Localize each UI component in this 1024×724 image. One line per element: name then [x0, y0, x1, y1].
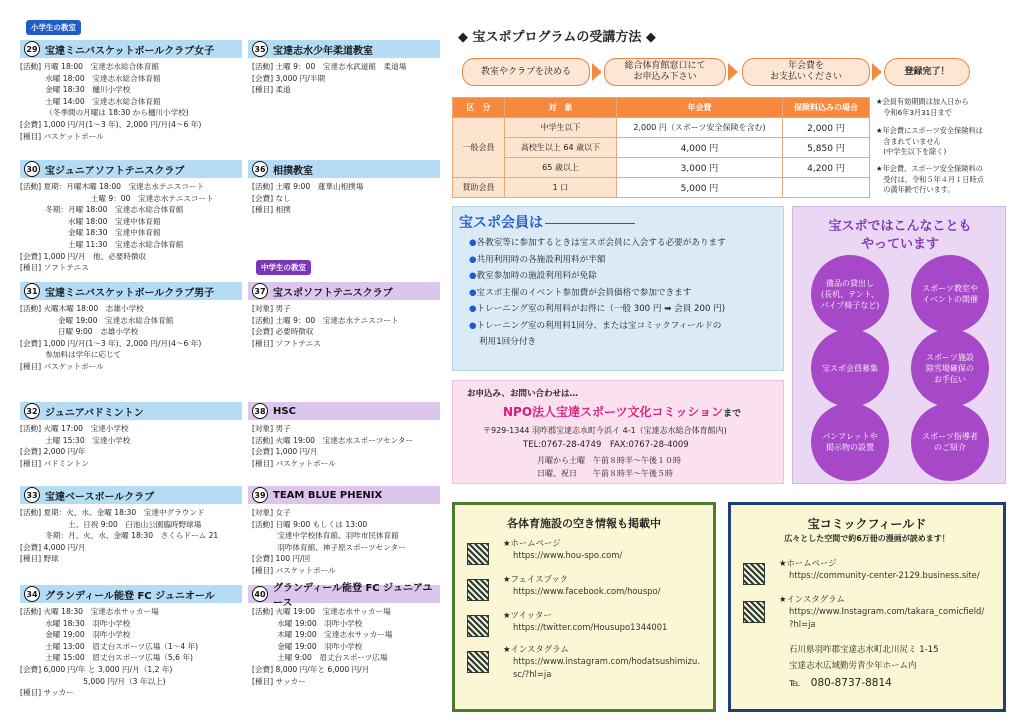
contact-hours-weekday: 月曜から土曜 午前８時半～午後１０時	[537, 456, 681, 465]
also-title-1: 宝スポではこんなことも	[828, 219, 972, 234]
fee-group-support: 賛助会員	[453, 178, 505, 198]
links-box	[452, 502, 716, 712]
fee-table	[452, 97, 870, 198]
link-homepage[interactable]: https://www.hou-spo.com/	[513, 550, 623, 560]
program-title: ◆ 宝スポプログラムの受講方法 ◆	[458, 30, 656, 45]
fee-header-insurance: 保険料込みの場合	[783, 98, 870, 118]
club-29-title: 宝達ミニバスケットボールクラブ女子	[45, 45, 215, 57]
club-39-title: TEAM BLUE PHENIX	[273, 489, 383, 501]
comic-subtitle: 広々とした空間で約6万冊の漫画が読めます！	[784, 534, 950, 543]
service-events: スポーツ教室や イベントの開催	[911, 255, 989, 333]
fee-value: 5,000 円	[617, 178, 783, 198]
link-facebook-label: ★フェイスブック	[503, 574, 569, 584]
fee-value: 3,000 円	[617, 158, 783, 178]
fee-header-group: 区 分	[453, 98, 505, 118]
contact-hours-holiday: 日曜、祝日 午前８時半～午後５時	[537, 469, 673, 478]
link-homepage-label: ★ホームページ	[503, 538, 561, 548]
contact-suffix: まで	[723, 409, 742, 419]
member-title: 宝スポ会員は	[459, 215, 543, 231]
fee-target: 65 歳以上	[505, 158, 617, 178]
link-instagram-label: ★インスタグラム	[503, 644, 569, 654]
qr-code-icon	[467, 579, 489, 601]
club-39-body: [対象] 女子 [活動] 日曜 9:00 もしくは 13:00 宝達中学校体育館、羽咋市民体育館 羽咋体育館、神子原スポーツセンター [会費] 100 円/回 [種目] バスケットボール	[252, 508, 406, 575]
member-item: ●宝スポ主催のイベント参加費が会員価格で参加できます	[469, 287, 692, 298]
comic-phone: ℡ 080-8737-8814	[789, 677, 892, 689]
club-31-body: [活動] 火曜木曜 18:00 志雄小学校 金曜 19:00 宝達志水総合体育館 日曜 9:00 志雄小学校 [会費] 1,000 円/月(1～3 年)、2,000 円/月(4～6 年) 参加料は学年に応じて [種目] バスケットボール	[20, 304, 202, 371]
club-40-title: グランディール能登 FC ジュニアユース	[273, 583, 433, 609]
step-arrow-icon	[592, 63, 602, 81]
qr-code-icon	[467, 651, 489, 673]
club-36-title: 相撲教室	[273, 165, 313, 177]
link-instagram-cont[interactable]: sc/?hl=ja	[513, 669, 552, 679]
step-arrow-icon	[872, 63, 882, 81]
club-34-title: グランディール能登 FC ジュニオール	[45, 590, 215, 602]
club-35-title: 宝達志水少年柔道教室	[273, 45, 373, 57]
link-facebook[interactable]: https://www.facebook.com/houspo/	[513, 586, 661, 596]
note-validity: ★会員有効期間は加入日から 令和6年3月31日まで	[876, 97, 969, 117]
step-pay: 年会費を お支払いください	[742, 58, 870, 86]
elementary-tag: 小学生の教室	[26, 20, 81, 35]
fee-insurance: 5,850 円	[783, 138, 870, 158]
club-36-body: [活動] 土曜 9:00 蓮華山相撲場 [会費] なし [種目] 相撲	[252, 182, 364, 215]
club-31-header: 31 宝達ミニバスケットボールクラブ男子	[20, 282, 242, 300]
club-37-body: [対象] 男子 [活動] 土曜 9：00 宝達志水テニスコート [会費] 必要時徴収 [種目] ソフトテニス	[252, 304, 399, 348]
club-37-header: 37 宝スポソフトテニスクラブ	[248, 282, 440, 300]
note-insurance: ★年会費にスポーツ安全保険料は 含まれていません (中学生以下を除く)	[876, 126, 983, 156]
step-choose: 教室やクラブを決める	[462, 58, 590, 86]
note-age: ★年会費、スポーツ安全保険料の 受付は、令和５年４月１日時点 の満年齢で行います。	[876, 164, 984, 194]
club-40-header: 40 グランディール能登 FC ジュニアユース	[248, 585, 440, 603]
fee-group-general: 一般会員	[453, 118, 505, 178]
comic-address: 石川県羽咋郡宝達志水町北川尻ミ 1-15	[789, 645, 939, 655]
fee-value: 4,000 円	[617, 138, 783, 158]
club-38-title: HSC	[273, 405, 296, 417]
comic-place: 宝達志水広域勤労青少年ホーム内	[789, 661, 917, 671]
fee-target: 中学生以下	[505, 118, 617, 138]
step-apply: 総合体育館窓口にて お申込み下さい	[604, 58, 726, 86]
member-item: ●トレーニング室の利用料がお得に（一般 300 円 ➡ 会員 200 円)	[469, 304, 726, 314]
contact-lead: お申込み、お問い合わせは…	[467, 389, 579, 399]
middle-tag: 中学生の教室	[256, 260, 311, 275]
club-33-header: 33 宝達ベースボールクラブ	[20, 486, 242, 504]
fee-target: 高校生以上 64 歳以下	[505, 138, 617, 158]
qr-code-icon	[467, 543, 489, 565]
club-35-header: 35 宝達志水少年柔道教室	[248, 40, 440, 58]
club-30-title: 宝ジュニアソフトテニスクラブ	[45, 165, 185, 177]
qr-code-icon	[743, 563, 765, 585]
club-34-header: 34 グランディール能登 FC ジュニオール	[20, 585, 242, 603]
comic-homepage-label: ★ホームページ	[779, 558, 837, 568]
service-membership: 宝スポ会員募集	[811, 329, 889, 407]
member-item: ●教室参加時の施設利用料が免除	[469, 271, 597, 281]
club-33-title: 宝達ベースボールクラブ	[45, 491, 155, 503]
link-instagram[interactable]: https://www.instagram.com/hodatsushimizu.	[513, 656, 700, 666]
club-38-header: 38 HSC	[248, 402, 440, 420]
member-list	[469, 235, 726, 351]
club-38-body: [対象] 男子 [活動] 火曜 19:00 宝達志水スポーツセンター [会費] 1,000 円/月 [種目] バスケットボール	[252, 424, 414, 468]
member-item: ●トレーニング室の利用料1回分、または宝コミックフィールドの	[469, 320, 722, 331]
member-item: ●共用利用時の各施設利用料が半額	[469, 254, 606, 265]
club-33-body: [活動] 夏期：火、水、金曜 18:30 宝達中グラウンド 土、日祝 9:00 臼池山公園臨時野球場 冬期：月、火、水、金曜 18:30 さくらドーム 21 [会費] 4,000 円/月 [種目] 野球	[20, 508, 219, 564]
member-title-rule	[545, 223, 635, 224]
club-29-header: 29 宝達ミニバスケットボールクラブ女子	[20, 40, 242, 58]
contact-box	[452, 380, 784, 484]
fee-target: 1 口	[505, 178, 617, 198]
fee-insurance	[783, 178, 870, 198]
also-box	[792, 206, 1006, 484]
fee-value: 2,000 円（スポーツ安全保険を含む)	[617, 118, 783, 138]
qr-code-icon	[467, 615, 489, 637]
service-lending: 備品の貸出し (長机、テント、 パイプ椅子など)	[811, 255, 889, 333]
service-snow: スポーツ施設 除雪場確保の お手伝い	[911, 329, 989, 407]
club-37-title: 宝スポソフトテニスクラブ	[273, 287, 393, 299]
comic-instagram-label: ★インスタグラム	[779, 594, 845, 604]
club-36-header: 36 相撲教室	[248, 160, 440, 178]
contact-org: NPO法人宝達スポーツ文化コミッション	[503, 405, 724, 419]
member-box	[452, 206, 784, 371]
club-39-header: 39 TEAM BLUE PHENIX	[248, 486, 440, 504]
comic-instagram-cont[interactable]: ?hl=ja	[789, 619, 816, 629]
club-35-body: [活動] 土曜 9：00 宝達志水武道館 柔道場 [会費] 3,000 円/半期 [種目] 柔道	[252, 62, 407, 95]
link-twitter[interactable]: https://twitter.com/Housupo1344001	[513, 622, 668, 632]
service-instructors: スポーツ指導者 のご紹介	[911, 403, 989, 481]
fee-header-target: 対 象	[505, 98, 617, 118]
fee-insurance: 4,200 円	[783, 158, 870, 178]
club-34-body: [活動] 火曜 18:30 宝達志水サッカー場 水曜 18:30 羽咋小学校 金曜 19:00 羽咋小学校 土曜 13:00 眉丈台スポーツ広場（1～4 年) 土曜 15:00 眉丈台スポーツ広場（5,6 年) [会費] 6,000 円/年 と 3,000 円/月（1,2 年) 5,000 円/月（3 年以上) [種目] サッカー	[20, 607, 199, 698]
club-30-body: [活動] 夏期：月曜木曜 18:00 宝達志水テニスコート 土曜 9：00 宝達志水テニスコート 冬期：月曜 18:00 宝達志水総合体育館 水曜 18:00 宝達中体育館 金曜 18:30 宝達中体育館 土曜 11:30 宝達志水総合体育館 [会費] 1,000 円/月 他、必要時徴収 [種目] ソフトテニス	[20, 182, 214, 273]
comic-title: 宝コミックフィールド	[807, 517, 927, 531]
member-item: ●各教室等に参加するときは宝スポ会員に入会する必要があります	[469, 238, 726, 248]
service-pamphlets: パンフレットや 掲示物の設置	[811, 403, 889, 481]
comic-instagram[interactable]: https://www.Instagram.com/takara_comicfield/	[789, 606, 985, 616]
member-item-cont: 利用1回分付き	[479, 337, 537, 347]
also-title-2: やっています	[860, 237, 939, 252]
club-30-header: 30 宝ジュニアソフトテニスクラブ	[20, 160, 242, 178]
club-40-body: [活動] 火曜 19:00 宝達志水サッカー場 水曜 19:00 羽咋小学校 木曜 19:00 宝達志水サッカー場 金曜 19:00 羽咋小学校 土曜 9:00 眉丈台スポーツ広場 [会費] 8,000 円/年と 6,000 円/月 [種目] サッカー	[252, 607, 393, 686]
links-title: 各体育施設の空き情報も掲載中	[507, 517, 661, 530]
contact-address: 〒929-1344 羽咋郡宝達志水町今浜イ 4-1（宝達志水総合体育館内)	[483, 426, 727, 435]
comic-box	[728, 502, 1006, 712]
fee-insurance: 2,000 円	[783, 118, 870, 138]
step-complete: 登録完了！	[884, 58, 970, 86]
club-32-title: ジュニアバドミントン	[45, 407, 144, 419]
contact-phone: TEL:0767-28-4749 FAX:0767-28-4009	[523, 440, 689, 450]
club-32-header: 32 ジュニアバドミントン	[20, 402, 242, 420]
club-32-body: [活動] 火曜 17:00 宝達小学校 土曜 15:30 宝達小学校 [会費] 2,000 円/年 [種目] バドミントン	[20, 424, 131, 468]
link-twitter-label: ★ツイッター	[503, 610, 552, 620]
comic-homepage[interactable]: https://community-center-2129.business.site/	[789, 570, 980, 580]
contact-org-line	[503, 403, 741, 420]
club-29-body: [活動] 月曜 18:00 宝達志水総合体育館 水曜 18:00 宝達志水総合体育館 金曜 18:30 樋川小学校 土曜 14:00 宝達志水総合体育館 （冬季間の月曜は 18:30 から樋川小学校) [会費] 1,000 円/月(1～3 年)、2,000 円/月(4～6 年) [種目] バスケットボール	[20, 62, 202, 141]
fee-header-fee: 年会費	[617, 98, 783, 118]
qr-code-icon	[743, 601, 765, 623]
step-arrow-icon	[728, 63, 738, 81]
club-31-title: 宝達ミニバスケットボールクラブ男子	[45, 287, 215, 299]
